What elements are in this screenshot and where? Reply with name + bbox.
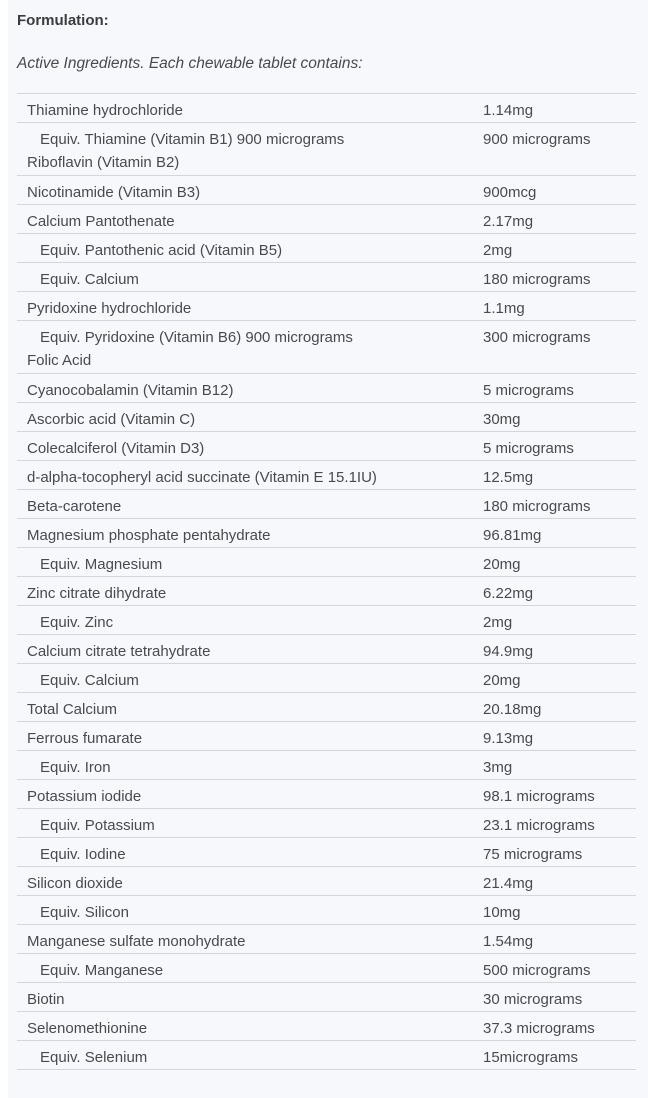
ingredient-quantity: 30 micrograms [483,991,583,1008]
ingredient-quantity: 94.9mg [483,643,534,660]
table-row [17,954,636,983]
ingredient-quantity: 300 micrograms [483,329,591,346]
ingredient-name [17,181,483,204]
ingredient-name [17,99,483,122]
table-row [17,519,636,548]
table-row [17,896,636,925]
ingredient-quantity: 23.1 micrograms [483,817,595,834]
ingredient-quantity: 1.54mg [483,933,534,950]
ingredient-label: Cyanocobalamin (Vitamin B12) [27,382,234,399]
ingredients-table [17,93,636,1070]
table-row [17,432,636,461]
ingredient-name [17,495,483,518]
table-row [17,809,636,838]
ingredient-quantity: 5 micrograms [483,440,574,457]
ingredient-name [17,128,483,175]
ingredient-label: Equiv. Iodine [40,846,126,863]
table-row [17,751,636,780]
ingredient-name [17,379,483,402]
table-row [17,983,636,1012]
ingredient-label: Equiv. Zinc [40,614,114,631]
ingredient-label: Biotin [27,991,65,1008]
ingredient-label: Total Calcium [27,701,118,718]
ingredient-quantity: 2mg [483,242,513,259]
ingredient-name [17,988,483,1011]
ingredient-name [17,756,483,779]
ingredient-quantity: 500 micrograms [483,962,591,979]
ingredient-name [17,582,483,605]
ingredient-quantity: 3mg [483,759,513,776]
ingredient-name [17,437,483,460]
ingredient-name [17,901,483,924]
ingredient-label: Manganese sulfate monohydrate [27,933,246,950]
ingredient-quantity: 30mg [483,411,521,428]
table-row [17,205,636,234]
ingredient-quantity: 900mcg [483,184,537,201]
ingredient-quantity: 5 micrograms [483,382,574,399]
ingredient-quantity: 96.81mg [483,527,542,544]
ingredient-label: Magnesium phosphate pentahydrate [27,527,271,544]
ingredient-label: Calcium Pantothenate [27,213,175,230]
ingredient-extra-label: Riboflavin (Vitamin B2) [27,154,180,171]
ingredient-quantity: 37.3 micrograms [483,1020,595,1037]
table-row [17,292,636,321]
ingredient-label: Equiv. Manganese [40,962,164,979]
formulation-heading: Formulation: [17,12,109,29]
ingredient-label: Equiv. Pyridoxine (Vitamin B6) 900 micrograms [40,329,353,346]
ingredient-name [17,553,483,576]
ingredient-label: Pyridoxine hydrochloride [27,300,192,317]
ingredient-quantity: 20.18mg [483,701,542,718]
ingredient-name [17,210,483,233]
ingredient-quantity: 1.14mg [483,102,534,119]
table-row [17,1041,636,1070]
ingredient-label: Zinc citrate dihydrate [27,585,167,602]
table-row [17,867,636,896]
table-row [17,123,636,176]
table-row [17,780,636,809]
ingredient-label: Thiamine hydrochloride [27,102,183,119]
ingredient-quantity: 15micrograms [483,1049,579,1066]
ingredient-name [17,872,483,895]
ingredient-quantity: 20mg [483,556,521,573]
ingredient-label: Equiv. Calcium [40,271,139,288]
ingredient-quantity: 2.17mg [483,213,534,230]
table-row [17,263,636,292]
ingredient-label: Nicotinamide (Vitamin B3) [27,184,201,201]
ingredient-label: Equiv. Calcium [40,672,139,689]
table-row [17,838,636,867]
ingredient-name [17,640,483,663]
ingredient-quantity: 21.4mg [483,875,534,892]
ingredient-label: Beta-carotene [27,498,122,515]
table-row [17,548,636,577]
ingredient-name [17,326,483,373]
ingredient-name [17,297,483,320]
ingredient-quantity: 180 micrograms [483,271,591,288]
table-row [17,176,636,205]
table-row [17,490,636,519]
ingredient-quantity: 2mg [483,614,513,631]
ingredient-name [17,698,483,721]
ingredient-quantity: 6.22mg [483,585,534,602]
ingredient-name [17,239,483,262]
table-row [17,403,636,432]
table-row [17,94,636,123]
ingredient-name [17,669,483,692]
ingredient-label: Equiv. Selenium [40,1049,148,1066]
ingredient-name [17,466,483,489]
ingredient-label: Colecalciferol (Vitamin D3) [27,440,205,457]
ingredient-name [17,524,483,547]
ingredient-label: Calcium citrate tetrahydrate [27,643,211,660]
ingredient-name [17,930,483,953]
table-row [17,664,636,693]
ingredient-name [17,785,483,808]
table-row [17,577,636,606]
ingredient-label: Silicon dioxide [27,875,123,892]
ingredient-label: Ascorbic acid (Vitamin C) [27,411,196,428]
ingredient-label: Equiv. Magnesium [40,556,163,573]
table-row [17,234,636,263]
table-row [17,1012,636,1041]
ingredient-label: Equiv. Thiamine (Vitamin B1) 900 micrograms [40,131,345,148]
ingredient-name [17,814,483,837]
ingredient-name [17,843,483,866]
table-row [17,461,636,490]
ingredient-quantity: 1.1mg [483,300,525,317]
ingredient-label: Equiv. Potassium [40,817,155,834]
ingredient-label: Selenomethionine [27,1020,148,1037]
ingredient-name [17,1046,483,1069]
ingredient-quantity: 10mg [483,904,521,921]
ingredient-quantity: 75 micrograms [483,846,583,863]
active-ingredients-subheading: Active Ingredients. Each chewable tablet contains: [17,55,363,72]
ingredient-label: Ferrous fumarate [27,730,143,747]
ingredient-quantity: 9.13mg [483,730,534,747]
ingredient-quantity: 98.1 micrograms [483,788,595,805]
ingredient-name [17,727,483,750]
ingredient-label: d-alpha-tocopheryl acid succinate (Vitamin E 15.1IU) [27,469,377,486]
ingredient-label: Equiv. Iron [40,759,111,776]
ingredient-name [17,268,483,291]
ingredient-extra-label: Folic Acid [27,352,92,369]
ingredient-quantity: 180 micrograms [483,498,591,515]
table-row [17,635,636,664]
ingredient-quantity: 12.5mg [483,469,534,486]
ingredient-label: Equiv. Silicon [40,904,129,921]
table-row [17,925,636,954]
table-row [17,374,636,403]
ingredient-name [17,611,483,634]
table-row [17,693,636,722]
table-row [17,321,636,374]
ingredient-name [17,1017,483,1040]
ingredient-quantity: 900 micrograms [483,131,591,148]
ingredient-label: Equiv. Pantothenic acid (Vitamin B5) [40,242,283,259]
table-row [17,606,636,635]
ingredient-name [17,959,483,982]
ingredient-quantity: 20mg [483,672,521,689]
ingredient-label: Potassium iodide [27,788,142,805]
table-row [17,722,636,751]
ingredient-name [17,408,483,431]
